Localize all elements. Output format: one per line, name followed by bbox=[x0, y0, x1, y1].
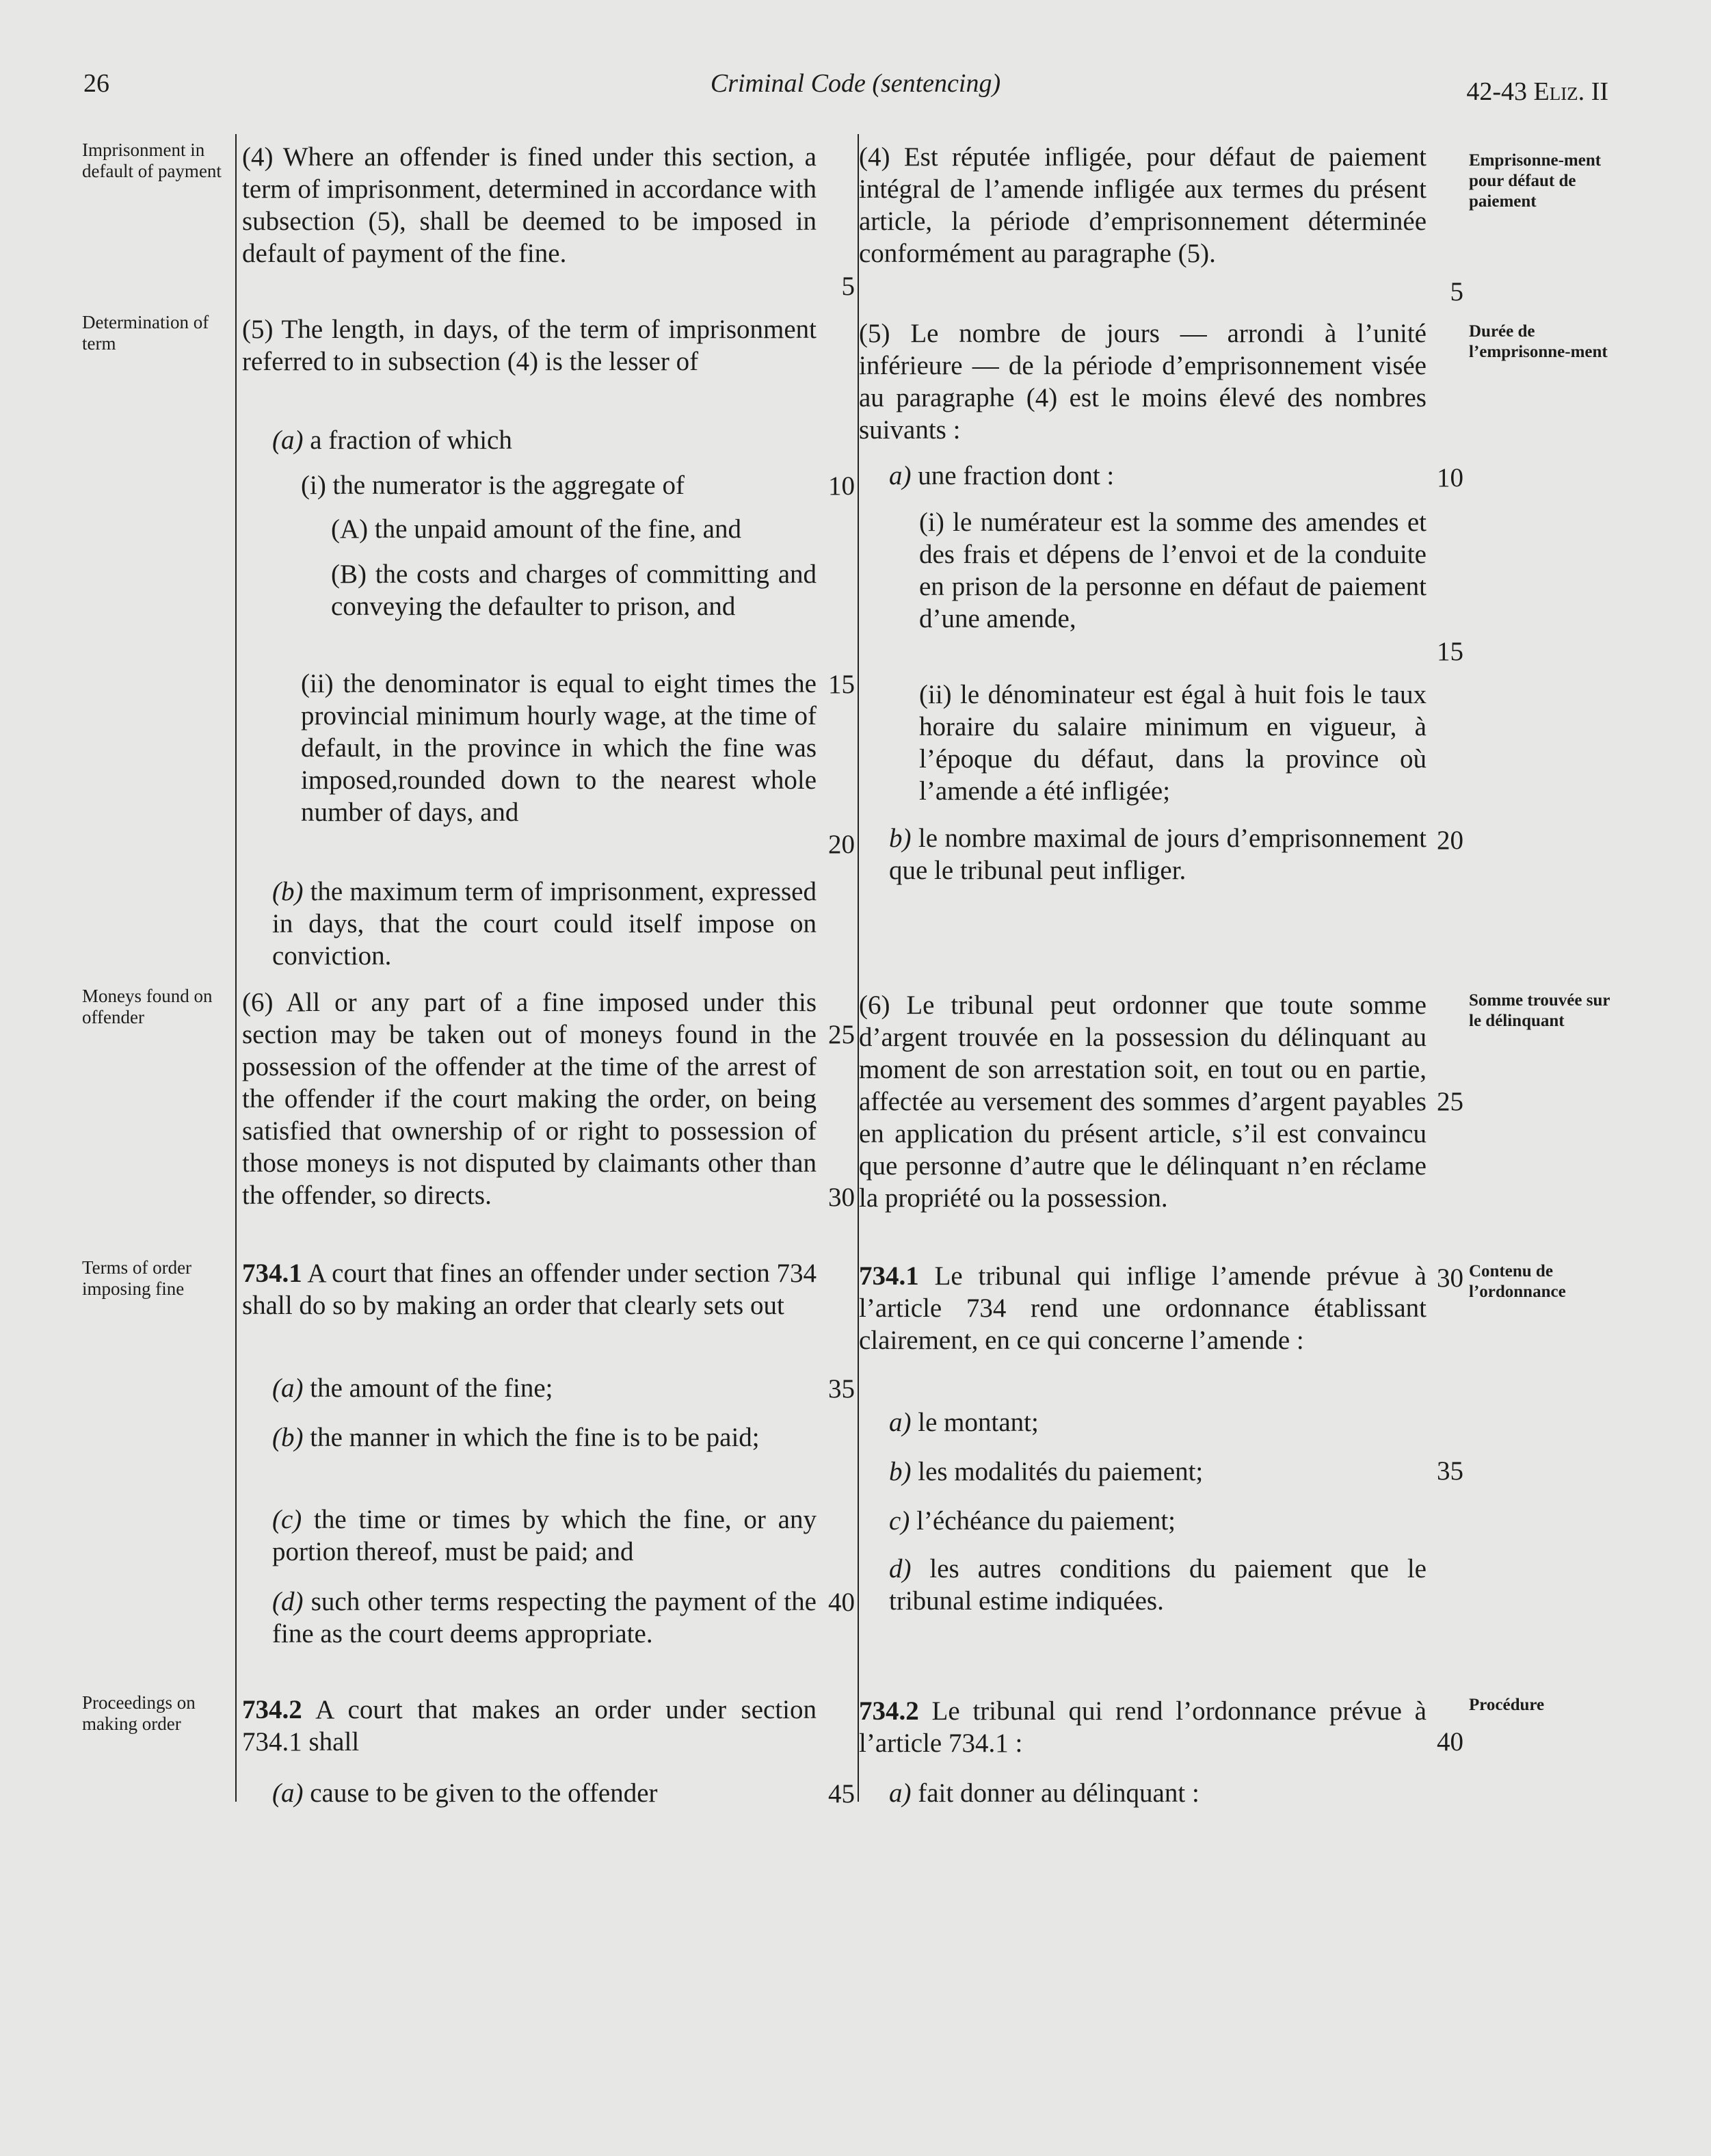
fr-subpara-i: (i) le numérateur est la somme des amendes et des frais et dépens de l’envoi et de la conduite en prison de la personne en défaut de paiement d’une amende, bbox=[919, 508, 1427, 633]
line-number: 10 bbox=[1437, 463, 1463, 492]
en-section-734-2-number: 734.2 bbox=[242, 1695, 302, 1724]
margin-note-en: Terms of order imposing fine bbox=[82, 1257, 192, 1299]
en-subpara-ii: (ii) the denominator is equal to eight times the provincial minimum hourly wage, at the time of default, in the province in which the fine was imposed,rounded down to the nearest whole number of days, and bbox=[301, 669, 817, 827]
en-section-734-1-number: 734.1 bbox=[242, 1259, 302, 1288]
fr-subsection-4: (4) Est réputée infligée, pour défaut de paiement intégral de l’amende infligée aux termes du présent article, la période d’emprisonnement déterminée conformément au paragraphe (5). bbox=[859, 142, 1427, 268]
en-order-c-text: the time or times by which the fine, or any portion thereof, must be paid; and bbox=[272, 1505, 817, 1566]
line-number: 5 bbox=[841, 272, 855, 301]
fr-subsection-5: (5) Le nombre de jours — arrondi à l’unité inférieure — de la période d’emprisonnement visée au paragraphe (4) est le moins élevé des nombres suivants : bbox=[859, 319, 1427, 445]
line-number: 35 bbox=[1437, 1456, 1463, 1486]
line-number: 40 bbox=[1437, 1727, 1463, 1757]
fr-proc-a bbox=[889, 1777, 1427, 1809]
fr-order-d-label: d) bbox=[889, 1554, 912, 1583]
en-section-734-1-text: A court that fines an offender under section 734 shall do so by making an order that clearly sets out bbox=[242, 1259, 817, 1320]
fr-para-a bbox=[889, 460, 1427, 492]
en-order-b bbox=[272, 1421, 817, 1454]
fr-section-734-1-number: 734.1 bbox=[859, 1261, 919, 1291]
en-para-a bbox=[272, 424, 817, 456]
fr-section-734-1 bbox=[859, 1260, 1427, 1356]
margin-note-en: Moneys found on offender bbox=[82, 986, 213, 1027]
en-order-d bbox=[272, 1586, 817, 1650]
line-number: 35 bbox=[828, 1374, 855, 1404]
fr-proc-a-label: a) bbox=[889, 1778, 912, 1808]
en-section-734-2 bbox=[242, 1694, 817, 1758]
line-number: 20 bbox=[828, 830, 855, 859]
fr-order-b bbox=[889, 1456, 1427, 1488]
fr-order-c-text: l’échéance du paiement; bbox=[910, 1506, 1176, 1536]
margin-note-en: Determination of term bbox=[82, 312, 209, 354]
line-number: 25 bbox=[828, 1020, 855, 1049]
fr-section-734-2 bbox=[859, 1695, 1427, 1759]
page-number: 26 bbox=[83, 69, 109, 98]
column-rule-left bbox=[235, 134, 237, 1802]
en-subsection-5: (5) The length, in days, of the term of imprisonment referred to in subsection (4) is the lesser of bbox=[242, 315, 817, 376]
line-number: 15 bbox=[828, 670, 855, 699]
en-clause-A: (A) the unpaid amount of the fine, and bbox=[331, 514, 741, 544]
fr-order-b-text: les modalités du paiement; bbox=[911, 1457, 1204, 1486]
en-subsection-4: (4) Where an offender is fined under this section, a term of imprisonment, determined in accordance with subsection (5), shall be deemed to be imposed in default of payment of the fine. bbox=[242, 142, 817, 268]
en-subpara-i: (i) the numerator is the aggregate of bbox=[301, 471, 685, 500]
fr-order-a bbox=[889, 1406, 1427, 1438]
fr-subpara-ii: (ii) le dénominateur est égal à huit fois le taux horaire du salaire minimum en vigueur, à l’époque du défaut, dans la province où l’amende a été infligée; bbox=[919, 680, 1427, 806]
fr-section-734-1-text: Le tribunal qui inflige l’amende prévue à l’article 734 rend une ordonnance établissant clairement, en ce qui concerne l’amende : bbox=[859, 1261, 1427, 1355]
regnal-suffix: II bbox=[1584, 77, 1608, 106]
fr-order-a-text: le montant; bbox=[911, 1408, 1039, 1437]
en-section-734-2-text: A court that makes an order under section 734.1 shall bbox=[242, 1695, 817, 1757]
fr-order-c-label: c) bbox=[889, 1506, 910, 1536]
en-order-a-label: (a) bbox=[272, 1373, 304, 1403]
en-order-c bbox=[272, 1503, 817, 1568]
regnal-year bbox=[1466, 77, 1608, 107]
line-number: 25 bbox=[1437, 1087, 1463, 1116]
en-proc-a bbox=[272, 1777, 817, 1809]
margin-note-fr: Emprisonne-ment pour défaut de paiement bbox=[1469, 151, 1602, 211]
line-number: 15 bbox=[1437, 637, 1463, 666]
en-subsection-6: (6) All or any part of a fine imposed under this section may be taken out of moneys found in the possession of the offender at the time of the arrest of the offender if the court making the order, on being satisfied that ownership of or right to possession of those moneys is not disputed by claimants other than the offender, so directs. bbox=[242, 988, 817, 1210]
en-order-a-text: the amount of the fine; bbox=[303, 1373, 553, 1403]
fr-para-a-label: a) bbox=[889, 461, 912, 490]
line-number: 45 bbox=[828, 1779, 855, 1809]
line-number: 40 bbox=[828, 1588, 855, 1617]
en-order-b-text: the manner in which the fine is to be paid; bbox=[303, 1423, 760, 1452]
line-number: 20 bbox=[1437, 826, 1463, 855]
en-para-a-label: (a) bbox=[272, 425, 304, 455]
fr-subsection-6: (6) Le tribunal peut ordonner que toute somme d’argent trouvée en la possession du délinquant au moment de son arrestation soit, en tout ou en partie, affectée au versement des sommes d’argent payables en application du présent article, s’il est convaincu que personne d’autre que le délinquant n’en réclame la propriété ou la possession. bbox=[859, 990, 1427, 1213]
en-para-a-text: a fraction of which bbox=[303, 425, 512, 455]
en-order-a bbox=[272, 1372, 817, 1404]
fr-section-734-2-number: 734.2 bbox=[859, 1696, 919, 1726]
fr-para-b-text: le nombre maximal de jours d’emprisonnement que le tribunal peut infliger. bbox=[889, 824, 1427, 885]
line-number: 30 bbox=[1437, 1263, 1463, 1293]
margin-note-fr: Procédure bbox=[1469, 1696, 1545, 1714]
line-number: 5 bbox=[1450, 277, 1463, 306]
margin-note-en: Proceedings on making order bbox=[82, 1692, 196, 1734]
en-section-734-1 bbox=[242, 1257, 817, 1322]
line-number: 10 bbox=[828, 471, 855, 501]
margin-note-fr: Somme trouvée sur le délinquant bbox=[1469, 991, 1610, 1030]
en-proc-a-label: (a) bbox=[272, 1778, 304, 1808]
margin-note-fr: Contenu de l’ordonnance bbox=[1469, 1262, 1566, 1301]
fr-para-a-text: une fraction dont : bbox=[911, 461, 1115, 490]
en-order-b-label: (b) bbox=[272, 1423, 304, 1452]
fr-proc-a-text: fait donner au délinquant : bbox=[911, 1778, 1199, 1808]
en-para-b-label: (b) bbox=[272, 877, 304, 906]
en-order-d-text: such other terms respecting the payment of the fine as the court deems appropriate. bbox=[272, 1587, 817, 1648]
fr-order-c bbox=[889, 1505, 1427, 1537]
en-proc-a-text: cause to be given to the offender bbox=[303, 1778, 658, 1808]
fr-order-a-label: a) bbox=[889, 1408, 912, 1437]
line-number: 30 bbox=[828, 1183, 855, 1212]
margin-note-fr: Durée de l’emprisonne-ment bbox=[1469, 322, 1608, 361]
en-order-d-label: (d) bbox=[272, 1587, 304, 1616]
en-order-c-label: (c) bbox=[272, 1505, 302, 1534]
en-para-b bbox=[272, 876, 817, 972]
running-title: Criminal Code (sentencing) bbox=[710, 69, 1001, 98]
fr-order-d-text: les autres conditions du paiement que le tribunal estime indiquées. bbox=[889, 1554, 1427, 1616]
regnal-prefix: 42-43 bbox=[1466, 77, 1534, 106]
fr-para-b-label: b) bbox=[889, 824, 912, 853]
fr-order-d bbox=[889, 1553, 1427, 1617]
margin-note-en: Imprisonment in default of payment bbox=[82, 140, 222, 181]
fr-para-b bbox=[889, 822, 1427, 886]
en-para-b-text: the maximum term of imprisonment, expressed in days, that the court could itself impose on conviction. bbox=[272, 877, 817, 971]
fr-section-734-2-text: Le tribunal qui rend l’ordonnance prévue à l’article 734.1 : bbox=[859, 1696, 1427, 1758]
fr-order-b-label: b) bbox=[889, 1457, 912, 1486]
en-clause-B: (B) the costs and charges of committing and conveying the defaulter to prison, and bbox=[331, 560, 817, 621]
regnal-eliz: Eliz. bbox=[1533, 77, 1585, 106]
